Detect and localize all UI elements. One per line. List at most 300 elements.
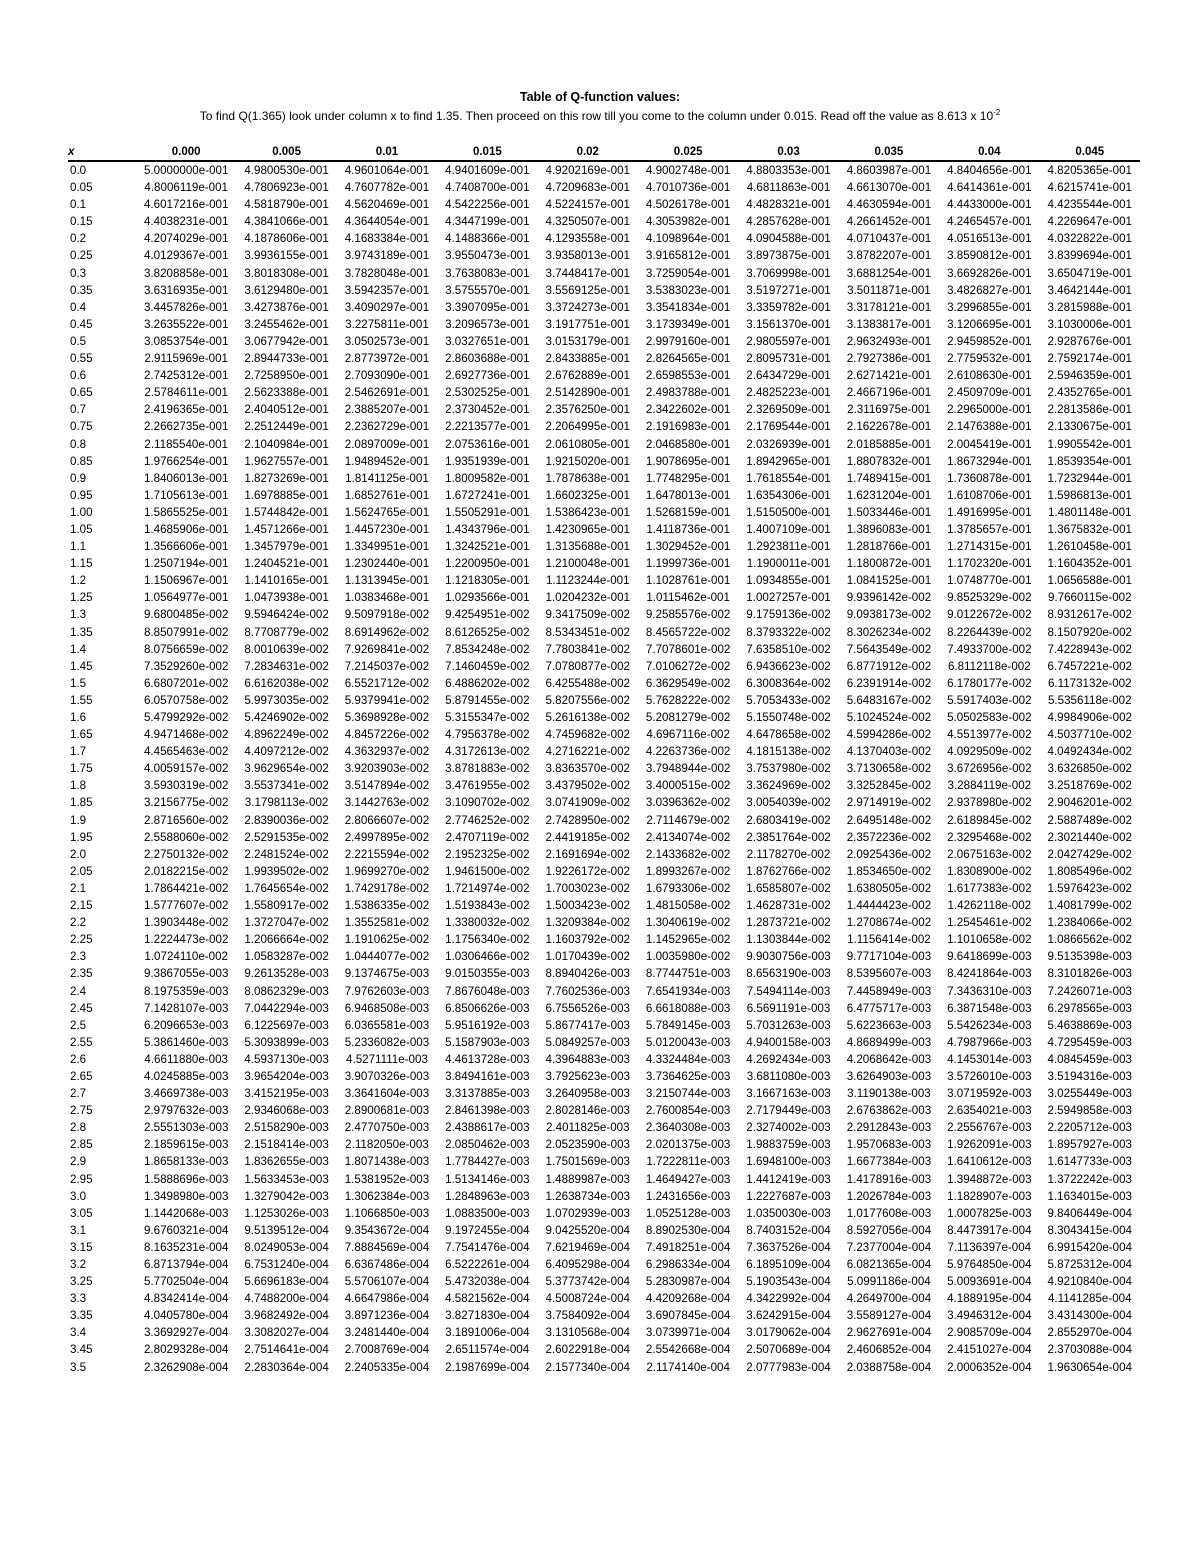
table-cell: 4.4209268e-004 xyxy=(645,1292,731,1306)
table-cell: 1.4007109e-001 xyxy=(746,522,831,536)
table-cell: 2.6495148e-002 xyxy=(846,813,932,827)
table-row xyxy=(68,1068,1140,1085)
table-cell: 3.4826827e-001 xyxy=(947,283,1032,297)
table-cell: 5.0000000e-001 xyxy=(143,164,229,177)
table-cell: 5.5426234e-003 xyxy=(947,1018,1032,1032)
table-cell: 1.2923811e-001 xyxy=(746,540,831,554)
table-cell: 1.1028761e-001 xyxy=(645,574,731,588)
row-x-value: 0.1 xyxy=(70,198,87,212)
table-row xyxy=(68,606,1140,623)
table-cell: 2.5070689e-004 xyxy=(746,1343,831,1357)
table-cell: 1.3242521e-001 xyxy=(445,540,530,554)
table-cell: 9.3417509e-002 xyxy=(545,608,630,622)
table-cell: 4.0929509e-002 xyxy=(947,745,1032,759)
table-cell: 6.1225697e-003 xyxy=(244,1018,329,1032)
table-cell: 2.1476388e-001 xyxy=(947,420,1032,434)
table-cell: 3.0153179e-001 xyxy=(545,334,630,348)
table-cell: 2.7114679e-002 xyxy=(646,813,730,827)
table-cell: 7.8534248e-002 xyxy=(445,642,530,656)
table-cell: 3.4273876e-001 xyxy=(244,300,329,314)
table-cell: 1.1634015e-003 xyxy=(1047,1189,1132,1203)
table-cell: 3.8590812e-001 xyxy=(947,249,1032,263)
table-cell: 2.0006352e-004 xyxy=(947,1360,1032,1374)
table-cell: 5.1903543e-004 xyxy=(746,1275,831,1289)
table-cell: 7.3637526e-004 xyxy=(746,1240,831,1254)
table-cell: 8.5395607e-003 xyxy=(846,967,932,981)
table-row xyxy=(68,1359,1140,1376)
table-cell: 2.2213577e-001 xyxy=(445,420,530,434)
table-cell: 2.0675163e-002 xyxy=(947,847,1032,861)
table-cell: 4.3324484e-003 xyxy=(645,1052,731,1066)
table-cell: 1.2610458e-001 xyxy=(1047,540,1132,554)
table-cell: 2.5784611e-001 xyxy=(144,386,228,400)
table-cell: 1.5386335e-002 xyxy=(344,899,430,913)
row-x-value: 0.0 xyxy=(70,164,87,177)
row-x-value: 1.7 xyxy=(70,745,87,759)
table-cell: 5.3773742e-004 xyxy=(545,1275,630,1289)
table-cell: 6.8506626e-003 xyxy=(445,1001,530,1015)
table-cell: 5.5356118e-002 xyxy=(1047,693,1132,707)
table-cell: 1.7232944e-001 xyxy=(1047,471,1132,485)
table-cell: 5.0120043e-003 xyxy=(645,1035,731,1049)
table-cell: 7.1136397e-004 xyxy=(947,1240,1032,1254)
table-row xyxy=(68,931,1140,948)
table-cell: 8.7403152e-004 xyxy=(746,1223,831,1237)
table-cell: 4.1889195e-004 xyxy=(947,1292,1032,1306)
table-cell: 3.7537980e-002 xyxy=(746,762,831,776)
table-cell: 4.7806923e-001 xyxy=(244,181,329,195)
table-cell: 2.5588060e-002 xyxy=(143,830,229,844)
table-cell: 3.6726956e-002 xyxy=(947,762,1032,776)
table-cell: 6.6367486e-004 xyxy=(344,1258,430,1271)
table-cell: 1.7864421e-002 xyxy=(143,881,229,895)
row-x-value: 1.6 xyxy=(70,711,87,724)
table-cell: 1.6602325e-001 xyxy=(545,488,630,502)
table-cell: 1.0350030e-003 xyxy=(746,1206,831,1220)
table-cell: 3.1383817e-001 xyxy=(846,317,932,331)
row-x-value: 0.25 xyxy=(70,249,93,263)
table-cell: 7.8676048e-003 xyxy=(445,984,530,998)
table-cell: 6.2391914e-002 xyxy=(846,676,932,690)
table-cell: 1.4178916e-003 xyxy=(846,1172,932,1186)
column-header: 0.015 xyxy=(437,143,537,161)
table-cell: 1.9262091e-003 xyxy=(947,1138,1032,1152)
table-cell: 1.0656588e-001 xyxy=(1047,574,1132,588)
table-cell: 2.9627691e-004 xyxy=(846,1326,932,1340)
table-cell: 1.5033446e-001 xyxy=(846,505,932,519)
table-cell: 2.2830364e-004 xyxy=(244,1360,329,1374)
table-cell: 9.1374675e-003 xyxy=(344,967,430,981)
table-cell: 2.3274002e-003 xyxy=(746,1121,831,1135)
table-cell: 3.9936155e-001 xyxy=(244,249,329,263)
table-cell: 5.4732038e-004 xyxy=(445,1275,530,1289)
table-cell: 9.9030756e-003 xyxy=(746,950,831,964)
table-cell: 4.9400158e-003 xyxy=(746,1035,831,1049)
table-cell: 8.3026234e-002 xyxy=(846,625,932,639)
table-cell: 1.6147733e-003 xyxy=(1047,1155,1132,1169)
table-cell: 2.8095731e-001 xyxy=(746,352,831,366)
table-cell: 4.3053982e-001 xyxy=(645,215,731,229)
table-cell: 2.4419185e-002 xyxy=(545,830,630,844)
table-cell: 3.3252845e-002 xyxy=(846,779,932,793)
table-row xyxy=(68,658,1140,675)
table-cell: 1.5633453e-003 xyxy=(244,1172,329,1186)
table-cell: 5.2616138e-002 xyxy=(545,711,630,724)
table-cell: 2.0326939e-001 xyxy=(746,437,831,451)
table-cell: 1.8071438e-003 xyxy=(344,1155,430,1169)
table-cell: 1.8085496e-002 xyxy=(1047,864,1132,878)
row-x-value: 0.4 xyxy=(70,300,87,314)
table-cell: 1.9627557e-001 xyxy=(244,454,329,468)
table-cell: 7.9269841e-002 xyxy=(344,642,430,656)
table-cell: 2.1518414e-003 xyxy=(244,1138,329,1152)
column-header: 0.035 xyxy=(839,143,939,161)
table-body xyxy=(68,161,1140,1376)
table-cell: 8.0862329e-003 xyxy=(244,984,329,998)
row-x-value: 1.65 xyxy=(70,728,93,742)
table-cell: 4.6611880e-003 xyxy=(144,1052,228,1066)
row-x-value: 2.75 xyxy=(70,1104,93,1118)
table-cell: 2.4196365e-001 xyxy=(143,403,229,417)
row-x-value: 2.0 xyxy=(70,847,87,861)
table-cell: 3.8973875e-001 xyxy=(746,249,831,263)
table-cell: 8.3043415e-004 xyxy=(1047,1223,1132,1237)
table-row xyxy=(68,555,1140,572)
table-cell: 1.4571266e-001 xyxy=(244,522,329,536)
table-cell: 9.5139512e-004 xyxy=(244,1223,329,1237)
table-cell: 2.1433682e-002 xyxy=(645,847,731,861)
table-cell: 3.6316935e-001 xyxy=(143,283,229,297)
row-x-value: 2.1 xyxy=(70,881,87,895)
table-cell: 4.8404656e-001 xyxy=(947,164,1032,177)
table-cell: 4.2074029e-001 xyxy=(143,232,229,246)
table-cell: 3.1667163e-003 xyxy=(746,1087,831,1101)
table-cell: 4.9002748e-001 xyxy=(645,164,731,177)
table-cell: 2.0045419e-001 xyxy=(947,437,1032,451)
table-cell: 7.6219469e-004 xyxy=(545,1240,630,1254)
table-cell: 3.7584092e-004 xyxy=(545,1309,630,1323)
table-cell: 2.1691694e-002 xyxy=(545,847,630,861)
table-cell: 7.0106272e-002 xyxy=(645,659,731,673)
table-cell: 2.9346068e-003 xyxy=(244,1104,329,1118)
table-cell: 1.9215020e-001 xyxy=(545,454,630,468)
column-header: 0.025 xyxy=(638,143,738,161)
table-cell: 6.3008364e-002 xyxy=(746,676,831,690)
table-cell: 2.0185885e-001 xyxy=(846,437,932,451)
table-cell: 1.9630654e-004 xyxy=(1047,1360,1132,1374)
table-cell: 3.6264903e-003 xyxy=(846,1069,932,1083)
table-cell: 1.6177383e-002 xyxy=(947,881,1032,895)
table-cell: 2.8900681e-003 xyxy=(344,1104,430,1118)
table-cell: 7.0442294e-003 xyxy=(244,1001,329,1015)
table-cell: 3.1310568e-004 xyxy=(545,1326,630,1340)
table-cell: 1.8942965e-001 xyxy=(746,454,831,468)
table-cell: 1.0748770e-001 xyxy=(947,574,1032,588)
table-row xyxy=(68,726,1140,743)
row-x-value: 2.15 xyxy=(70,899,93,913)
table-cell: 1.8539354e-001 xyxy=(1047,454,1132,468)
table-cell: 5.0093691e-004 xyxy=(947,1275,1032,1289)
table-cell: 8.0010639e-002 xyxy=(244,642,329,656)
table-cell: 1.2873721e-002 xyxy=(746,916,831,930)
table-cell: 5.5917403e-002 xyxy=(947,693,1032,707)
table-cell: 2.6022918e-004 xyxy=(545,1343,630,1357)
table-cell: 9.7717104e-003 xyxy=(846,950,932,964)
table-cell: 5.4246902e-002 xyxy=(244,711,329,724)
table-cell: 4.4038231e-001 xyxy=(143,215,229,229)
table-cell: 3.3178121e-001 xyxy=(846,300,932,314)
table-cell: 3.6692826e-001 xyxy=(947,266,1032,280)
table-cell: 3.3137885e-003 xyxy=(445,1087,530,1101)
table-cell: 3.7069998e-001 xyxy=(746,266,831,280)
table-cell: 4.5818790e-001 xyxy=(244,198,329,212)
table-cell: 1.2227687e-003 xyxy=(746,1189,831,1203)
table-cell: 2.4983788e-001 xyxy=(645,386,731,400)
table-cell: 3.3541834e-001 xyxy=(645,300,731,314)
table-row xyxy=(68,316,1140,333)
table-cell: 3.2275811e-001 xyxy=(345,317,429,331)
table-cell: 4.5994286e-002 xyxy=(846,728,932,742)
table-cell: 2.0182215e-002 xyxy=(143,864,229,878)
table-cell: 1.7878638e-001 xyxy=(545,471,630,485)
table-cell: 1.3785657e-001 xyxy=(947,522,1032,536)
row-x-value: 1.1 xyxy=(70,540,87,554)
table-cell: 7.2145037e-002 xyxy=(344,659,430,673)
table-cell: 4.5422256e-001 xyxy=(445,198,530,212)
row-x-value: 2.85 xyxy=(70,1138,93,1152)
table-cell: 5.3155347e-002 xyxy=(445,711,530,724)
table-cell: 1.3903448e-002 xyxy=(143,916,229,930)
table-cell: 9.2613528e-003 xyxy=(244,967,329,981)
table-cell: 4.3422992e-004 xyxy=(746,1292,831,1306)
table-cell: 1.0035980e-002 xyxy=(645,950,731,964)
instructions-text: To find Q(1.365) look under column x to find 1.35. Then proceed on this row till you come to the column under 0.015. Read off the value as 8.613 x 10 xyxy=(199,109,994,123)
table-cell: 1.7645654e-002 xyxy=(244,881,329,895)
table-cell: 1.2026784e-003 xyxy=(846,1189,932,1203)
table-cell: 1.7105613e-001 xyxy=(143,488,229,502)
table-cell: 9.0122672e-002 xyxy=(947,608,1032,622)
table-cell: 1.6727241e-001 xyxy=(445,488,530,502)
table-cell: 3.1798113e-002 xyxy=(244,796,329,810)
row-x-value: 2.6 xyxy=(70,1052,87,1066)
table-row xyxy=(68,213,1140,230)
table-cell: 5.3698928e-002 xyxy=(344,711,430,724)
table-cell: 5.7031263e-003 xyxy=(746,1018,831,1032)
row-x-value: 0.45 xyxy=(70,317,93,331)
table-cell: 1.5386423e-001 xyxy=(545,505,630,519)
row-x-value: 0.55 xyxy=(70,352,93,366)
table-cell: 1.1156414e-002 xyxy=(847,933,931,947)
table-row xyxy=(68,675,1140,692)
table-cell: 3.6129480e-001 xyxy=(244,283,329,297)
row-x-value: 1.2 xyxy=(70,574,87,588)
table-row xyxy=(68,384,1140,401)
table-cell: 5.6483167e-002 xyxy=(846,693,932,707)
table-cell: 1.8308900e-002 xyxy=(947,864,1032,878)
table-cell: 3.8363570e-002 xyxy=(545,762,630,776)
table-cell: 1.2100048e-001 xyxy=(545,557,630,571)
table-cell: 1.5134146e-003 xyxy=(445,1172,530,1186)
table-cell: 4.3841066e-001 xyxy=(244,215,329,229)
table-cell: 1.5193843e-002 xyxy=(445,899,530,913)
table-row xyxy=(68,487,1140,504)
column-header: 0.02 xyxy=(538,143,638,161)
table-cell: 4.5271111e-003 xyxy=(346,1052,428,1066)
table-cell: 4.1815138e-002 xyxy=(746,745,831,759)
table-cell: 8.9312617e-002 xyxy=(1047,608,1132,622)
row-x-value: 1.85 xyxy=(70,796,93,810)
table-cell: 4.4630594e-001 xyxy=(846,198,932,212)
table-cell: 7.7602536e-003 xyxy=(545,984,630,998)
table-cell: 4.5026178e-001 xyxy=(645,198,731,212)
table-cell: 1.6354306e-001 xyxy=(746,488,831,502)
table-cell: 3.3641604e-003 xyxy=(344,1087,430,1101)
table-cell: 3.0739971e-004 xyxy=(645,1326,731,1340)
row-x-value: 0.9 xyxy=(70,471,87,485)
table-cell: 3.2096573e-001 xyxy=(445,317,530,331)
table-cell: 5.9516192e-003 xyxy=(445,1018,530,1032)
table-cell: 3.8271830e-004 xyxy=(445,1309,530,1323)
table-cell: 3.0741909e-002 xyxy=(545,796,630,810)
table-cell: 8.6563190e-003 xyxy=(746,967,831,981)
table-cell: 3.0677942e-001 xyxy=(244,334,329,348)
table-cell: 5.1550748e-002 xyxy=(746,711,831,724)
table-cell: 1.1010658e-002 xyxy=(947,933,1032,947)
table-cell: 1.2431656e-003 xyxy=(645,1189,731,1203)
table-cell: 1.1218305e-001 xyxy=(445,574,530,588)
table-cell: 4.5620469e-001 xyxy=(344,198,430,212)
table-cell: 2.5551303e-003 xyxy=(143,1121,229,1135)
table-cell: 3.9654204e-003 xyxy=(244,1069,329,1083)
table-cell: 3.2150744e-003 xyxy=(645,1087,731,1101)
table-cell: 2.3116975e-001 xyxy=(847,403,931,417)
table-cell: 2.4134074e-002 xyxy=(645,830,731,844)
table-cell: 1.1828907e-003 xyxy=(947,1189,1032,1203)
table-cell: 7.7803841e-002 xyxy=(545,642,630,656)
table-cell: 1.0293566e-001 xyxy=(445,591,530,605)
row-x-value: 1.75 xyxy=(70,762,93,776)
table-cell: 2.6108630e-001 xyxy=(947,369,1032,383)
table-cell: 4.3632937e-002 xyxy=(344,745,430,759)
table-cell: 2.1622678e-001 xyxy=(846,420,932,434)
table-cell: 4.0322822e-001 xyxy=(1047,232,1132,246)
table-cell: 1.2200950e-001 xyxy=(445,557,530,571)
table-row xyxy=(68,282,1140,299)
table-cell: 2.6763862e-003 xyxy=(846,1104,932,1118)
table-cell: 1.4685906e-001 xyxy=(143,522,229,536)
table-cell: 1.4412419e-003 xyxy=(746,1172,831,1186)
table-row xyxy=(68,1017,1140,1034)
table-cell: 4.1293558e-001 xyxy=(545,232,630,246)
table-cell: 2.3576250e-001 xyxy=(545,403,630,417)
table-cell: 4.4565463e-002 xyxy=(143,745,229,759)
table-cell: 1.8362655e-003 xyxy=(244,1155,329,1169)
table-cell: 2.6434729e-001 xyxy=(746,369,831,383)
row-x-value: 3.15 xyxy=(70,1240,93,1254)
instructions xyxy=(0,108,1200,123)
table-cell: 2.0610805e-001 xyxy=(545,437,630,451)
table-cell: 3.0853754e-001 xyxy=(143,334,229,348)
table-cell: 3.4152195e-003 xyxy=(244,1087,329,1101)
table-cell: 1.2545461e-002 xyxy=(947,916,1032,930)
table-cell: 3.1561370e-001 xyxy=(746,317,831,331)
table-cell: 2.6803419e-002 xyxy=(746,813,831,827)
row-x-value: 3.5 xyxy=(70,1360,87,1374)
table-cell: 1.6978885e-001 xyxy=(244,488,329,502)
table-cell: 1.3040619e-002 xyxy=(645,916,731,930)
table-cell: 1.1999736e-001 xyxy=(645,557,731,571)
column-header: 0.045 xyxy=(1040,143,1140,161)
table-cell: 3.2884119e-002 xyxy=(947,779,1032,793)
table-cell: 1.5986813e-001 xyxy=(1047,488,1132,502)
table-cell: 9.6418699e-003 xyxy=(947,950,1032,964)
table-cell: 2.6511574e-004 xyxy=(445,1343,530,1357)
table-cell: 2.2481524e-002 xyxy=(244,847,329,861)
table-cell: 1.6108706e-001 xyxy=(947,488,1032,502)
table-cell: 8.8940426e-003 xyxy=(545,967,630,981)
table-cell: 4.5224157e-001 xyxy=(545,198,630,212)
table-cell: 4.1098964e-001 xyxy=(645,232,731,246)
table-cell: 5.9973035e-002 xyxy=(244,693,329,707)
row-x-value: 3.1 xyxy=(70,1223,87,1237)
table-row xyxy=(68,1051,1140,1068)
table-cell: 1.9078695e-001 xyxy=(645,454,731,468)
table-cell: 3.9165812e-001 xyxy=(645,249,731,263)
column-header: 0.03 xyxy=(738,143,838,161)
row-x-value: 0.2 xyxy=(70,232,87,246)
table-cell: 2.0850462e-003 xyxy=(445,1138,530,1152)
table-cell: 7.2834631e-002 xyxy=(244,659,329,673)
row-x-value: 2.7 xyxy=(70,1087,87,1101)
table-cell: 3.6881254e-001 xyxy=(846,266,932,280)
table-cell: 3.6907845e-004 xyxy=(645,1309,731,1323)
table-cell: 1.2066664e-002 xyxy=(244,933,329,947)
table-cell: 2.7592174e-001 xyxy=(1047,352,1132,366)
table-cell: 1.4118736e-001 xyxy=(646,522,730,536)
table-cell: 1.3675832e-001 xyxy=(1047,522,1132,536)
table-cell: 2.6189845e-002 xyxy=(947,813,1032,827)
row-x-value: 1.05 xyxy=(70,522,93,536)
row-x-value: 3.2 xyxy=(70,1258,87,1271)
table-cell: 1.0306466e-002 xyxy=(445,950,530,964)
table-cell: 1.5268159e-001 xyxy=(645,505,731,519)
table-cell: 1.6585807e-002 xyxy=(746,881,831,895)
table-row xyxy=(68,196,1140,213)
table-cell: 2.5302525e-001 xyxy=(445,386,530,400)
table-cell: 2.9459852e-001 xyxy=(947,334,1032,348)
table-cell: 9.0150355e-003 xyxy=(445,967,530,981)
table-cell: 4.1488366e-001 xyxy=(445,232,530,246)
table-cell: 1.8141125e-001 xyxy=(345,471,429,485)
row-x-value: 3.0 xyxy=(70,1189,87,1203)
table-cell: 6.4095298e-004 xyxy=(545,1258,630,1271)
table-cell: 6.5222261e-004 xyxy=(445,1258,530,1271)
table-row xyxy=(68,333,1140,350)
table-cell: 1.4262118e-002 xyxy=(947,899,1032,913)
table-cell: 3.8971236e-004 xyxy=(344,1309,430,1323)
table-row xyxy=(68,880,1140,897)
table-cell: 1.3135688e-001 xyxy=(545,540,630,554)
row-x-value: 2.95 xyxy=(70,1172,93,1186)
table-cell: 1.0934855e-001 xyxy=(746,574,831,588)
table-cell: 2.1769544e-001 xyxy=(746,420,831,434)
table-cell: 6.2978565e-003 xyxy=(1047,1001,1132,1015)
table-cell: 1.4343796e-001 xyxy=(445,522,530,536)
table-cell: 1.3948872e-003 xyxy=(947,1172,1032,1186)
table-cell: 1.0473938e-001 xyxy=(244,591,329,605)
table-cell: 1.5150500e-001 xyxy=(746,505,831,519)
table-cell: 5.0991186e-004 xyxy=(847,1275,931,1289)
